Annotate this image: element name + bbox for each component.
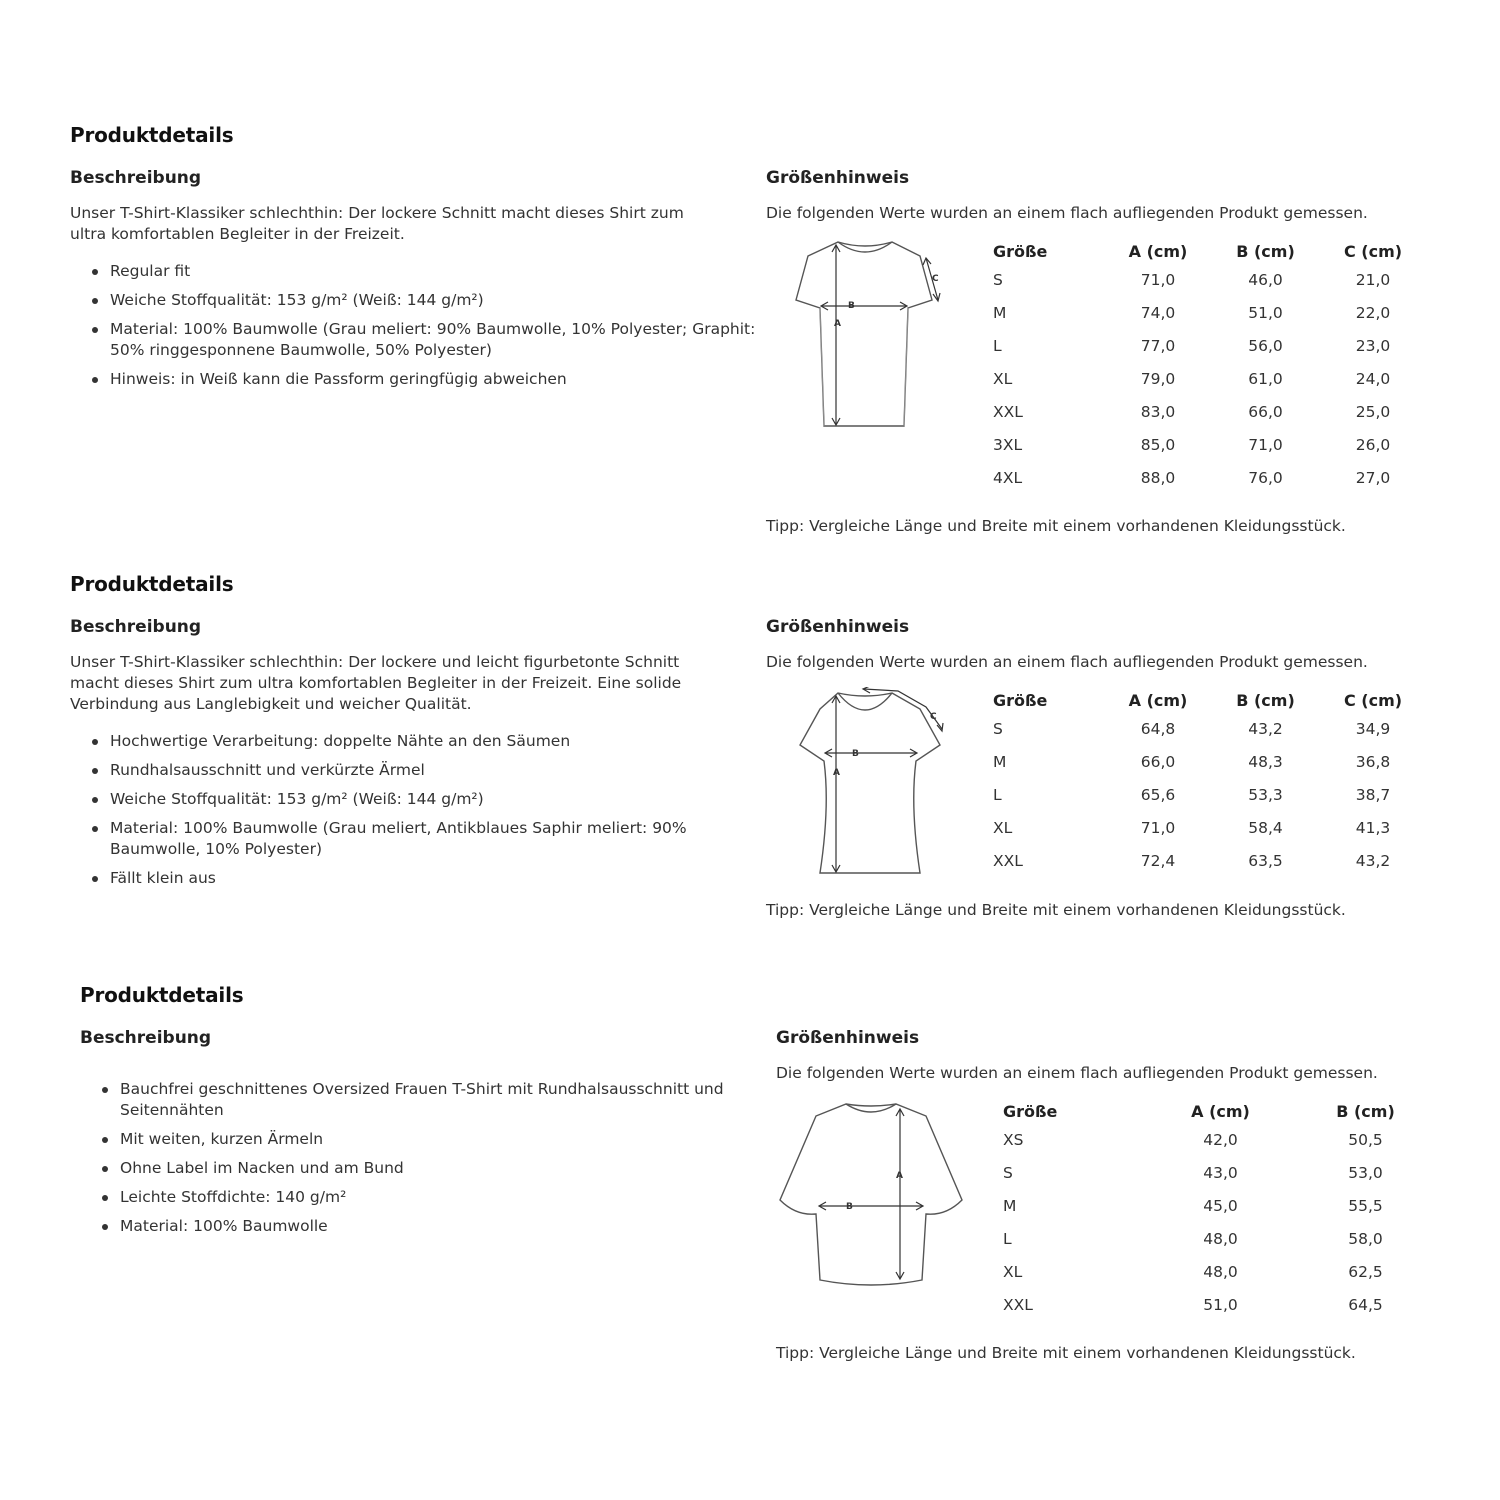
value-cell: 76,0 xyxy=(1248,469,1283,487)
value-cell: 85,0 xyxy=(1140,436,1176,454)
column-header: B (cm) xyxy=(1236,690,1295,710)
size-cell: L xyxy=(993,786,1002,804)
product-details-section xyxy=(80,980,1480,1440)
value-cell: 63,5 xyxy=(1248,852,1283,870)
value-cell: 71,0 xyxy=(1140,819,1176,837)
table-row xyxy=(990,429,1428,462)
value-cell: 45,0 xyxy=(1203,1197,1238,1215)
list-item: Bauchfrei geschnittenes Oversized Frauen T-Shirt mit Rundhalsausschnitt und Seitennähten xyxy=(120,1079,770,1121)
list-item: Fällt klein aus xyxy=(110,868,760,889)
value-cell: 83,0 xyxy=(1140,403,1176,421)
label-a: A xyxy=(834,319,841,329)
value-cell: 43,2 xyxy=(1248,720,1283,738)
value-cell: 58,0 xyxy=(1348,1230,1383,1248)
size-guide-heading: Größenhinweis xyxy=(776,1028,920,1048)
size-cell: M xyxy=(1003,1197,1017,1215)
table-row xyxy=(990,297,1428,330)
column-header: Größe xyxy=(1003,1101,1058,1121)
column-header: C (cm) xyxy=(1343,241,1403,261)
value-cell: 65,6 xyxy=(1140,786,1176,804)
table-row xyxy=(990,713,1428,746)
value-cell: 71,0 xyxy=(1140,271,1176,289)
value-cell: 22,0 xyxy=(1355,304,1391,322)
description-heading: Beschreibung xyxy=(70,617,202,637)
value-cell: 53,0 xyxy=(1348,1164,1383,1182)
table-row xyxy=(1000,1190,1438,1223)
value-cell: 46,0 xyxy=(1248,271,1283,289)
table-header-row xyxy=(990,687,1428,713)
table-row xyxy=(990,845,1428,878)
column-header: B (cm) xyxy=(1336,1101,1395,1121)
size-cell: XL xyxy=(993,819,1013,837)
size-guide-intro: Die folgenden Werte wurden an einem flach aufliegenden Produkt gemessen. xyxy=(766,653,1368,671)
label-b: B xyxy=(848,301,855,311)
product-details-section xyxy=(70,569,1470,1029)
size-tip: Tipp: Vergleiche Länge und Breite mit einem vorhandenen Kleidungsstück. xyxy=(766,517,1346,535)
table-row xyxy=(990,779,1428,812)
size-tip: Tipp: Vergleiche Länge und Breite mit einem vorhandenen Kleidungsstück. xyxy=(776,1344,1356,1362)
value-cell: 38,7 xyxy=(1355,786,1391,804)
value-cell: 79,0 xyxy=(1140,370,1176,388)
cropped-tshirt-measure-icon xyxy=(776,1098,966,1293)
size-cell: XL xyxy=(1003,1263,1023,1281)
size-table xyxy=(990,687,1428,878)
label-c: C xyxy=(930,712,937,722)
list-item: Ohne Label im Nacken und am Bund xyxy=(120,1158,770,1179)
label-a: A xyxy=(833,768,840,778)
size-cell: XXL xyxy=(993,403,1023,421)
column-header: A (cm) xyxy=(1128,690,1188,710)
table-row xyxy=(990,812,1428,845)
section-title: Produktdetails xyxy=(70,572,234,596)
value-cell: 58,4 xyxy=(1248,819,1283,837)
size-cell: L xyxy=(1003,1230,1012,1248)
size-table xyxy=(1000,1098,1438,1322)
size-guide-heading: Größenhinweis xyxy=(766,168,910,188)
value-cell: 62,5 xyxy=(1348,1263,1383,1281)
size-tip: Tipp: Vergleiche Länge und Breite mit einem vorhandenen Kleidungsstück. xyxy=(766,901,1346,919)
description-heading: Beschreibung xyxy=(80,1028,212,1048)
column-header: Größe xyxy=(993,241,1048,261)
list-item: Material: 100% Baumwolle xyxy=(120,1216,770,1237)
value-cell: 77,0 xyxy=(1140,337,1176,355)
size-cell: 3XL xyxy=(993,436,1023,454)
value-cell: 42,0 xyxy=(1203,1131,1238,1149)
value-cell: 48,0 xyxy=(1203,1230,1238,1248)
feature-list xyxy=(70,261,760,398)
list-item: Material: 100% Baumwolle (Grau meliert: 90% Baumwolle, 10% Polyester; Graphit: 50% ringgesponnene Baumwolle, 50% Polyester) xyxy=(110,319,760,361)
fitted-tshirt-measure-icon xyxy=(780,687,950,882)
regular-tshirt-measure-icon xyxy=(780,238,950,433)
value-cell: 51,0 xyxy=(1203,1296,1238,1314)
value-cell: 66,0 xyxy=(1140,753,1176,771)
value-cell: 71,0 xyxy=(1248,436,1283,454)
size-cell: 4XL xyxy=(993,469,1023,487)
table-row xyxy=(1000,1157,1438,1190)
table-row xyxy=(990,330,1428,363)
size-cell: S xyxy=(993,271,1003,289)
value-cell: 34,9 xyxy=(1355,720,1391,738)
label-c: C xyxy=(932,274,939,284)
table-row xyxy=(990,462,1428,495)
list-item: Weiche Stoffqualität: 153 g/m² (Weiß: 144 g/m²) xyxy=(110,290,760,311)
value-cell: 56,0 xyxy=(1248,337,1283,355)
description-text: Unser T-Shirt-Klassiker schlechthin: Der lockere und leicht figurbetonte Schnitt macht dieses Shirt zum ultra komfortablen Begleiter in der Freizeit. Eine solide Verbindung aus Langlebigkeit und weicher Qualität. xyxy=(70,653,682,713)
value-cell: 55,5 xyxy=(1348,1197,1383,1215)
value-cell: 61,0 xyxy=(1248,370,1283,388)
value-cell: 48,3 xyxy=(1248,753,1283,771)
table-row xyxy=(1000,1124,1438,1157)
size-guide-intro: Die folgenden Werte wurden an einem flach aufliegenden Produkt gemessen. xyxy=(776,1064,1378,1082)
label-b: B xyxy=(846,1202,853,1212)
size-guide-heading: Größenhinweis xyxy=(766,617,910,637)
label-a: A xyxy=(896,1171,903,1181)
value-cell: 53,3 xyxy=(1248,786,1283,804)
value-cell: 72,4 xyxy=(1140,852,1176,870)
value-cell: 41,3 xyxy=(1355,819,1391,837)
value-cell: 25,0 xyxy=(1355,403,1391,421)
value-cell: 21,0 xyxy=(1355,271,1391,289)
value-cell: 23,0 xyxy=(1355,337,1391,355)
value-cell: 51,0 xyxy=(1248,304,1283,322)
table-row xyxy=(1000,1223,1438,1256)
size-cell: XS xyxy=(1003,1131,1024,1149)
column-header: A (cm) xyxy=(1128,241,1188,261)
value-cell: 43,2 xyxy=(1355,852,1391,870)
value-cell: 43,0 xyxy=(1203,1164,1238,1182)
table-row xyxy=(990,396,1428,429)
table-row xyxy=(1000,1256,1438,1289)
feature-list xyxy=(70,731,760,897)
size-cell: XXL xyxy=(993,852,1023,870)
size-cell: S xyxy=(993,720,1003,738)
table-row xyxy=(990,746,1428,779)
feature-list xyxy=(80,1079,770,1245)
list-item: Regular fit xyxy=(110,261,760,282)
list-item: Weiche Stoffqualität: 153 g/m² (Weiß: 144 g/m²) xyxy=(110,789,760,810)
size-table xyxy=(990,238,1428,495)
value-cell: 36,8 xyxy=(1355,753,1391,771)
size-cell: XXL xyxy=(1003,1296,1033,1314)
size-cell: S xyxy=(1003,1164,1013,1182)
value-cell: 27,0 xyxy=(1355,469,1391,487)
size-cell: L xyxy=(993,337,1002,355)
column-header: Größe xyxy=(993,690,1048,710)
value-cell: 88,0 xyxy=(1140,469,1176,487)
list-item: Hochwertige Verarbeitung: doppelte Nähte an den Säumen xyxy=(110,731,760,752)
value-cell: 74,0 xyxy=(1140,304,1176,322)
table-row xyxy=(990,363,1428,396)
size-cell: M xyxy=(993,304,1007,322)
label-b: B xyxy=(852,749,859,759)
list-item: Mit weiten, kurzen Ärmeln xyxy=(120,1129,770,1150)
description-heading: Beschreibung xyxy=(70,168,202,188)
value-cell: 64,8 xyxy=(1140,720,1176,738)
product-details-section xyxy=(70,120,1470,580)
list-item: Rundhalsausschnitt und verkürzte Ärmel xyxy=(110,760,760,781)
section-title: Produktdetails xyxy=(80,983,244,1007)
value-cell: 50,5 xyxy=(1348,1131,1383,1149)
value-cell: 66,0 xyxy=(1248,403,1283,421)
table-header-row xyxy=(1000,1098,1438,1124)
column-header: A (cm) xyxy=(1191,1101,1250,1121)
value-cell: 24,0 xyxy=(1355,370,1391,388)
size-cell: M xyxy=(993,753,1007,771)
table-row xyxy=(990,264,1428,297)
column-header: C (cm) xyxy=(1343,690,1403,710)
value-cell: 26,0 xyxy=(1355,436,1391,454)
list-item: Hinweis: in Weiß kann die Passform geringfügig abweichen xyxy=(110,369,760,390)
value-cell: 64,5 xyxy=(1348,1296,1383,1314)
column-header: B (cm) xyxy=(1236,241,1295,261)
table-header-row xyxy=(990,238,1428,264)
description-text: Unser T-Shirt-Klassiker schlechthin: Der lockere Schnitt macht dieses Shirt zum ultra komfortablen Begleiter in der Freizeit. xyxy=(70,204,684,243)
size-guide-intro: Die folgenden Werte wurden an einem flach aufliegenden Produkt gemessen. xyxy=(766,204,1368,222)
list-item: Material: 100% Baumwolle (Grau meliert, Antikblaues Saphir meliert: 90% Baumwolle, 10% Polyester) xyxy=(110,818,760,860)
size-cell: XL xyxy=(993,370,1013,388)
section-title: Produktdetails xyxy=(70,123,234,147)
value-cell: 48,0 xyxy=(1203,1263,1238,1281)
table-row xyxy=(1000,1289,1438,1322)
list-item: Leichte Stoffdichte: 140 g/m² xyxy=(120,1187,770,1208)
